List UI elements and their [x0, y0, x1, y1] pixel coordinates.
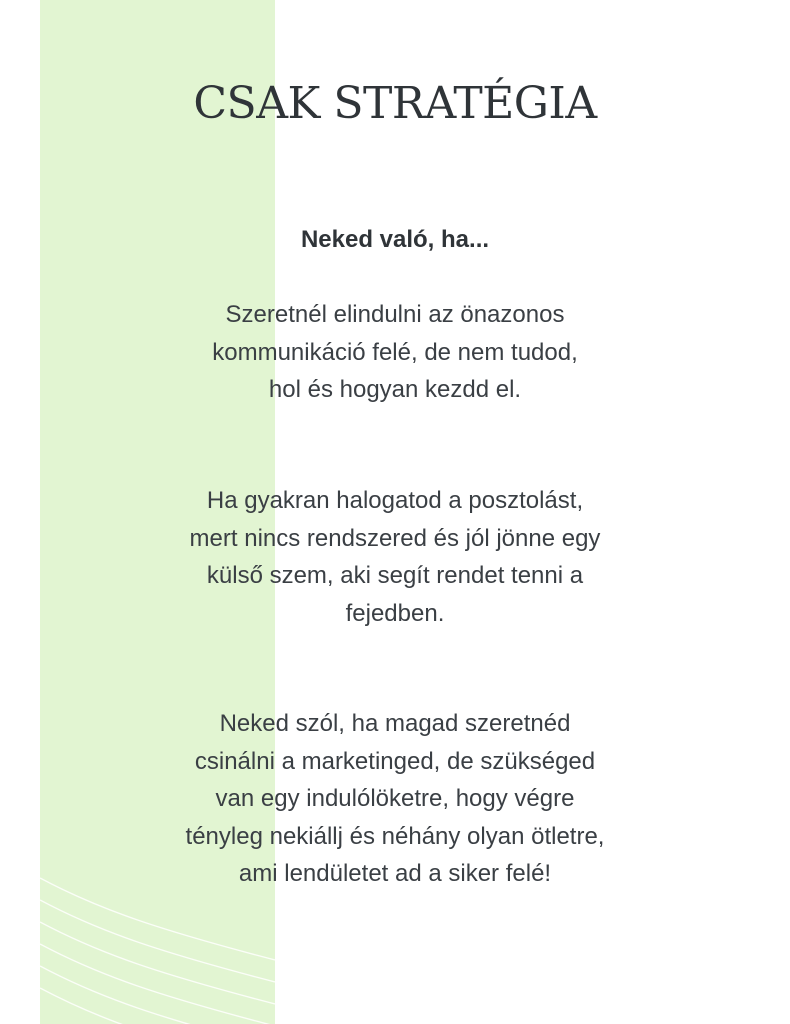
paragraph-3: Neked szól, ha magad szeretnéd csinálni a marketinged, de szükséged van egy indulólöketre, hogy végre tényleg nekiállj és néhány olyan ötletre, ami lendületet ad a siker felé!	[185, 710, 605, 887]
subtitle: Neked való, ha...	[300, 226, 490, 253]
paragraph-1: Szeretnél elindulni az önazonos kommunikáció felé, de nem tudod, hol és hogyan kezdd el.	[212, 301, 578, 403]
decorative-waves	[40, 870, 275, 1024]
paragraph-2: Ha gyakran halogatod a posztolást, mert nincs rendszered és jól jönne egy külső szem, aki segít rendet tenni a fejedben.	[189, 487, 601, 627]
page-title: CSAK STRATÉGIA	[193, 78, 597, 129]
